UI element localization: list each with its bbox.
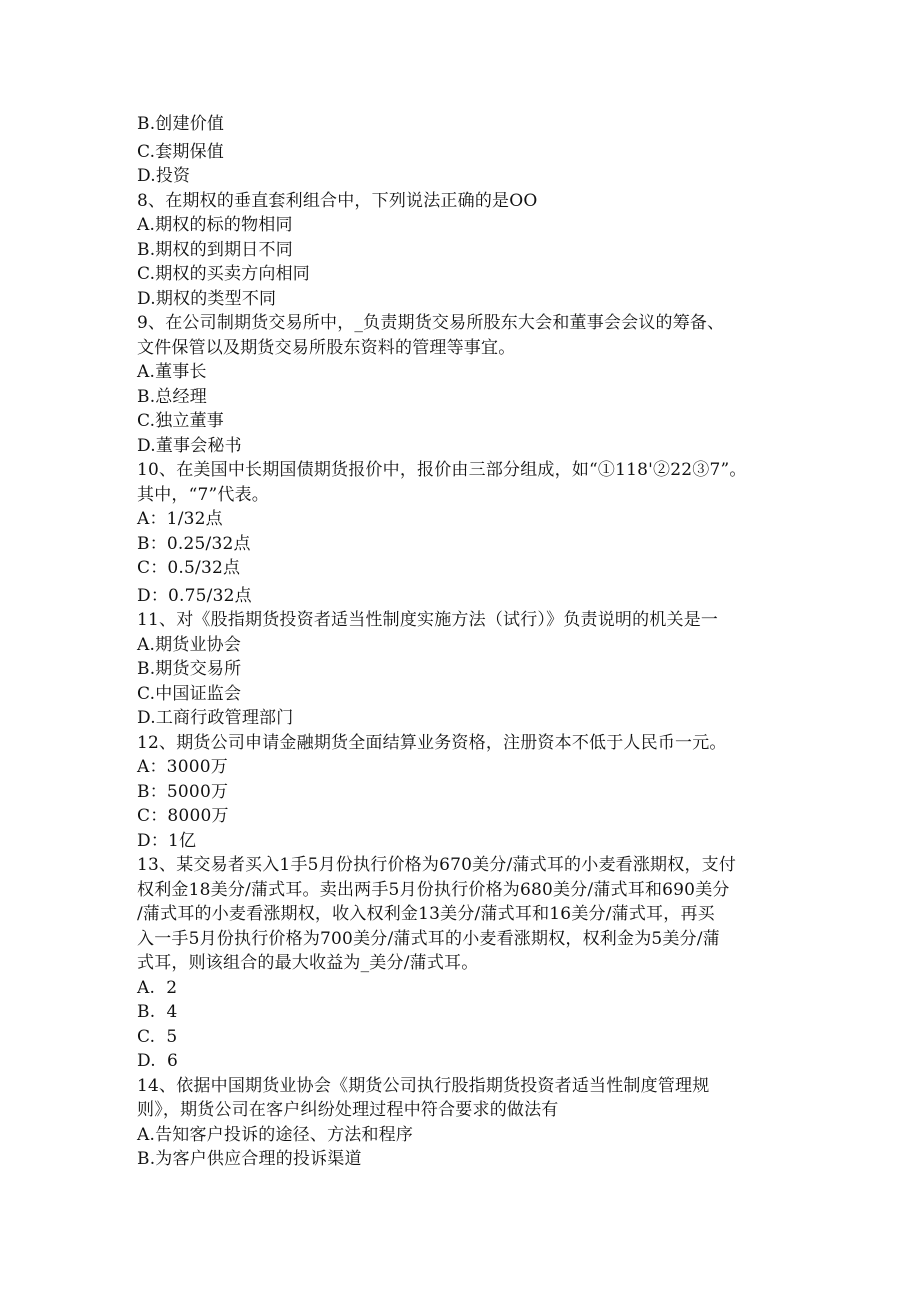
question-10-continued: 其中，“7”代表。 (137, 484, 269, 505)
question-13-continued: 入一手5月份执行价格为700美分/蒲式耳的小麦看涨期权，权利金为5美分/蒲 (137, 928, 720, 949)
option-b: B.创建价值 (137, 114, 225, 134)
option-b: B.总经理 (137, 386, 207, 407)
option-d: D.工商行政管理部门 (137, 708, 294, 728)
option-a: A.期货业协会 (137, 634, 242, 655)
option-a: A.董事长 (137, 362, 207, 382)
option-c: C.期权的买卖方向相同 (137, 264, 311, 284)
option-c: C：0.5/32点 (137, 558, 241, 578)
option-b: B：5000万 (137, 781, 229, 802)
option-b: B. 4 (137, 1002, 178, 1022)
option-d: D：1亿 (137, 830, 197, 851)
option-b: B.为客户供应合理的投诉渠道 (137, 1149, 362, 1169)
question-14-continued: 则》，期货公司在客户纠纷处理过程中符合要求的做法有 (137, 1100, 559, 1120)
option-b: B.期货交易所 (137, 659, 242, 679)
question-13: 13、某交易者买入1手5月份执行价格为670美分/蒲式耳的小麦看涨期权，支付 (137, 855, 737, 875)
option-b: B：0.25/32点 (137, 533, 251, 554)
option-b: B.期权的到期日不同 (137, 239, 293, 260)
option-c: C.中国证监会 (137, 683, 242, 704)
option-d: D. 6 (137, 1051, 179, 1071)
option-c: C：8000万 (137, 806, 229, 826)
option-d: D：0.75/32点 (137, 585, 252, 606)
option-a: A：3000万 (137, 757, 228, 777)
question-13-continued: 权利金18美分/蒲式耳。卖出两手5月份执行价格为680美分/蒲式耳和690美分 (137, 879, 730, 900)
option-d: D.董事会秘书 (137, 435, 242, 456)
option-c: C.套期保值 (137, 141, 225, 162)
document-body (137, 112, 787, 1172)
option-d: D.期权的类型不同 (137, 288, 277, 309)
question-10: 10、在美国中长期国债期货报价中，报价由三部分组成，如“①118'②22③7”。 (137, 460, 747, 480)
question-14: 14、依据中国期货业协会《期货公司执行股指期货投资者适当性制度管理规 (137, 1075, 710, 1096)
question-8: 8、在期权的垂直套利组合中，下列说法正确的是OO (137, 190, 538, 211)
option-a: A.期权的标的物相同 (137, 215, 293, 235)
option-c: C. 5 (137, 1026, 178, 1047)
question-13-continued: 式耳，则该组合的最大收益为_美分/蒲式耳。 (137, 953, 479, 973)
question-9: 9、在公司制期货交易所中，_负责期货交易所股东大会和董事会会议的筹备、 (137, 313, 725, 333)
option-c: C.独立董事 (137, 411, 225, 431)
question-9-continued: 文件保管以及期货交易所股东资料的管理等事宜。 (137, 337, 516, 358)
option-a: A. 2 (137, 977, 178, 998)
question-11: 11、对《股指期货投资者适当性制度实施方法（试行）》负责说明的机关是一 (137, 610, 719, 630)
option-d: D.投资 (137, 166, 191, 186)
option-a: A.告知客户投诉的途径、方法和程序 (137, 1124, 414, 1145)
question-13-continued: /蒲式耳的小麦看涨期权，收入权利金13美分/蒲式耳和16美分/蒲式耳，再买 (137, 904, 715, 924)
option-a: A：1/32点 (137, 509, 223, 529)
question-12: 12、期货公司申请金融期货全面结算业务资格，注册资本不低于人民币一元。 (137, 732, 727, 753)
